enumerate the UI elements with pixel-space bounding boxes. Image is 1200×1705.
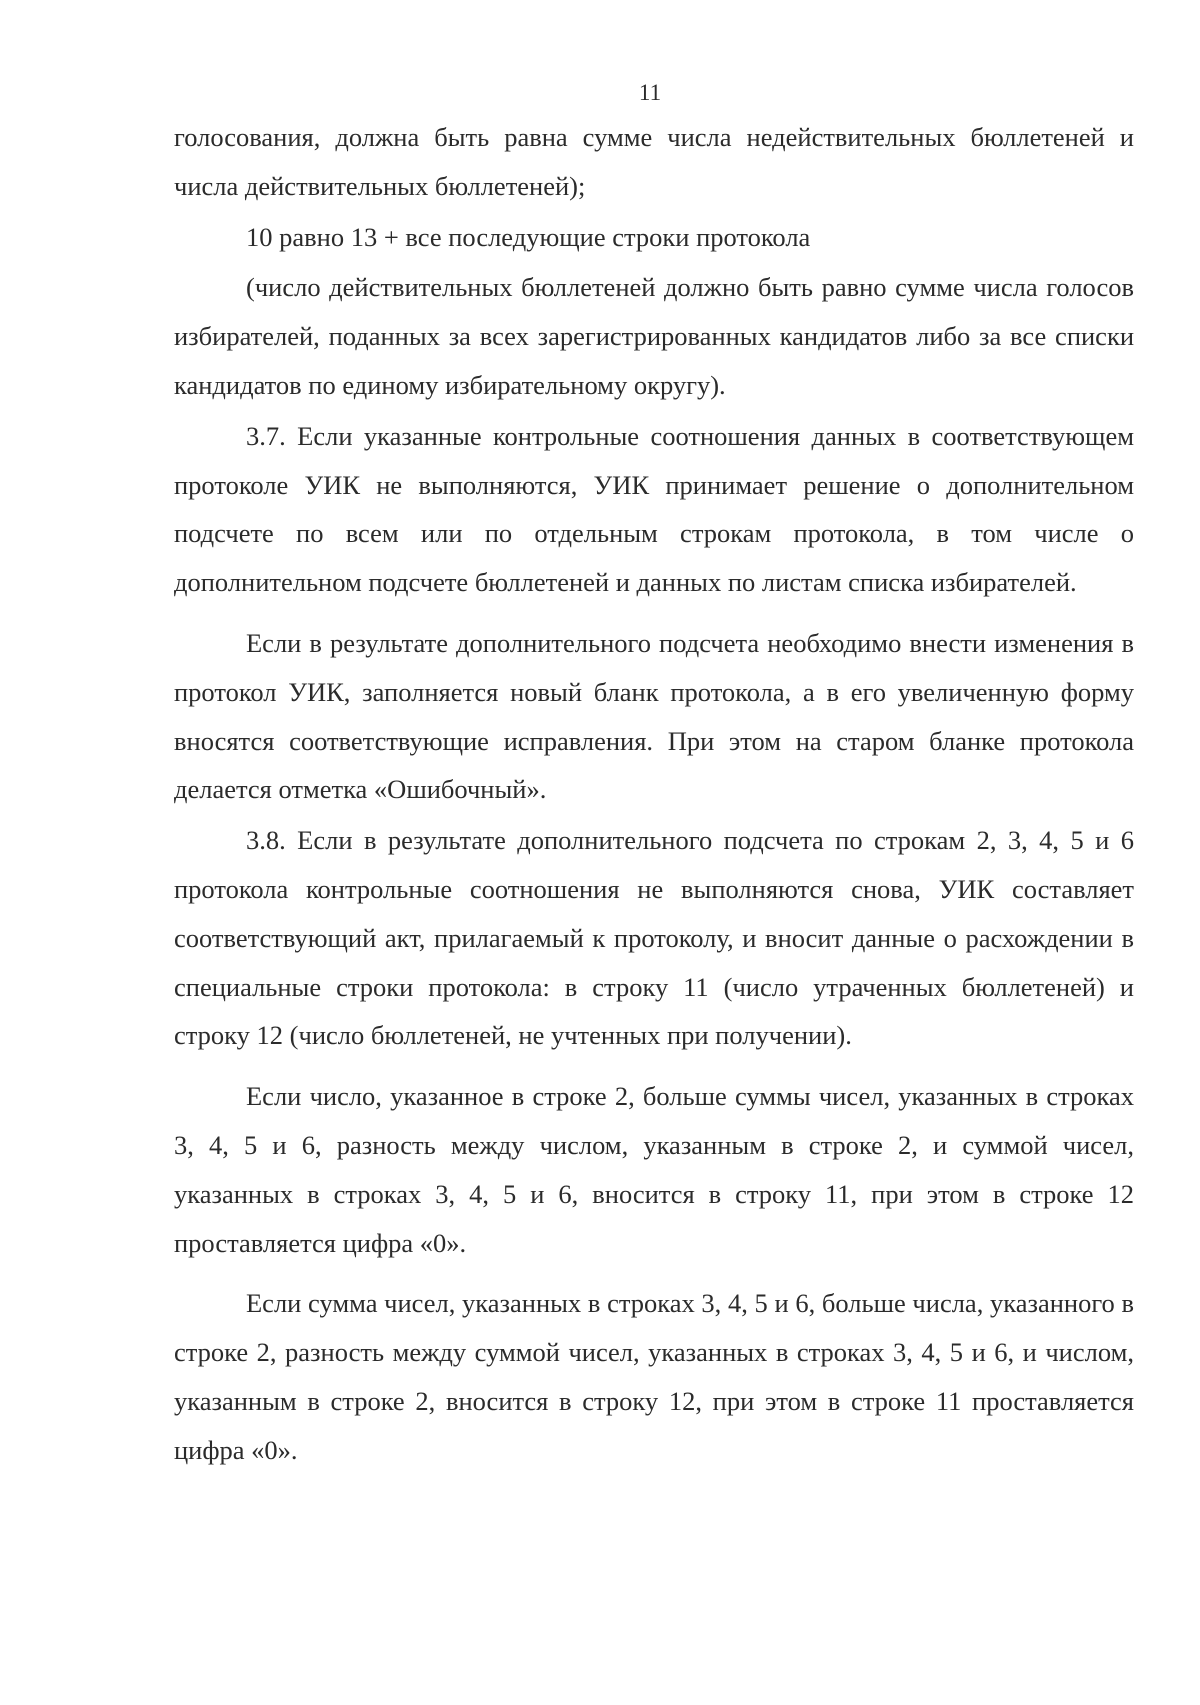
paragraph-line-11-rule: Если число, указанное в строке 2, больше суммы чисел, указанных в строках 3, 4, 5 и 6, разность между числом, указанным в строке 2, и суммой чисел, указанных в строках 3, 4, 5 и 6, вносится в строку 11, при этом в строке 12 проставляется цифра «0». bbox=[174, 1081, 1134, 1258]
paragraph-voting-continuation: голосования, должна быть равна сумме числа недействительных бюллетеней и числа действительных бюллетеней); bbox=[174, 122, 1134, 201]
paragraph-new-protocol-form: Если в результате дополнительного подсчета необходимо внести изменения в протокол УИК, заполняется новый бланк протокола, а в его увеличенную форму вносятся соответствующие исправления. При этом на старом бланке протокола делается отметка «Ошибочный». bbox=[174, 627, 1134, 805]
paragraph-control-formula: 10 равно 13 + все последующие строки протокола bbox=[246, 221, 811, 252]
page-number: 11 bbox=[638, 80, 662, 105]
paragraph-section-3-7: 3.7. Если указанные контрольные соотношения данных в соответствующем протоколе УИК не выполняются, УИК принимает решение о дополнительном подсчете по всем или по отдельным строкам протокола, в том числе о дополнительном подсчете бюллетеней и данных по листам списка избирателей. bbox=[174, 420, 1134, 598]
paragraph-section-3-8: 3.8. Если в результате дополнительного подсчета по строкам 2, 3, 4, 5 и 6 протокола контрольные соотношения не выполняются снова, УИК составляет соответствующий акт, прилагаемый к протоколу, и вносит данные о расхождении в специальные строки протокола: в строку 11 (число утраченных бюллетеней) и строку 12 (число бюллетеней, не учтенных при получении). bbox=[174, 825, 1134, 1051]
document-body bbox=[174, 113, 1134, 1475]
paragraph-line-12-rule: Если сумма чисел, указанных в строках 3, 4, 5 и 6, больше числа, указанного в строке 2, разность между суммой чисел, указанных в строках 3, 4, 5 и 6, и числом, указанным в строке 2, вносится в строку 12, при этом в строке 11 проставляется цифра «0». bbox=[174, 1288, 1134, 1465]
paragraph-formula-explanation: (число действительных бюллетеней должно быть равно сумме числа голосов избирателей, поданных за всех зарегистрированных кандидатов либо за все списки кандидатов по единому избирательному округу). bbox=[174, 272, 1134, 400]
